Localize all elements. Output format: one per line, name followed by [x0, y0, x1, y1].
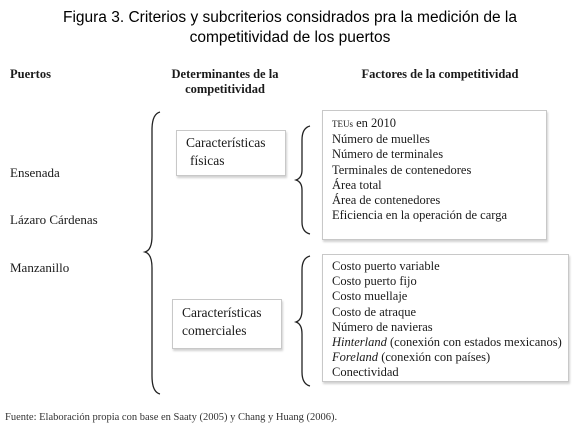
figure-title-line-1: Figura 3. Criterios y subcriterios considrados pra la medición de la	[62, 9, 517, 26]
factor-num-terminales: Número de terminales	[332, 147, 444, 162]
factor-area-total: Área total	[332, 177, 382, 192]
header-factors: Factores de la competitividad	[361, 67, 519, 81]
commercial-characteristics-line-2: comerciales	[182, 323, 247, 338]
factor-num-muelles: Número de muelles	[332, 132, 430, 147]
factor-area-contenedores: Área de contenedores	[332, 193, 441, 208]
factor-costo-atraque: Costo de atraque	[332, 304, 417, 319]
header-ports: Puertos	[10, 67, 51, 81]
header-determinants-line-1: Determinantes de la	[171, 67, 279, 81]
physical-factors-brace	[296, 126, 310, 234]
factor-conectividad: Conectividad	[332, 365, 399, 380]
factor-costo-fijo: Costo puerto fijo	[332, 274, 417, 289]
port-ensenada: Ensenada	[10, 165, 60, 180]
header-determinants-line-2: competitividad	[185, 82, 265, 96]
physical-factors-list	[332, 116, 507, 223]
figure-title-line-2: competitividad de los puertos	[189, 29, 391, 46]
physical-characteristics-line-1: Características	[186, 135, 266, 150]
factor-foreland-rest: (conexión con países)	[378, 350, 491, 365]
physical-characteristics-line-2: físicas	[190, 153, 225, 168]
port-manzanillo: Manzanillo	[10, 260, 70, 275]
factor-hinterland-term: Hinterland	[332, 335, 387, 350]
factor-teus	[332, 116, 507, 132]
commercial-characteristics-line-1: Características	[182, 305, 262, 320]
factor-foreland	[332, 350, 562, 365]
factor-num-navieras: Número de navieras	[332, 319, 433, 334]
physical-characteristics-label	[186, 134, 265, 170]
factor-foreland-term: Foreland	[332, 350, 379, 365]
port-lazaro-cardenas: Lázaro Cárdenas	[10, 212, 98, 227]
left-brace	[145, 112, 160, 394]
commercial-characteristics-label	[182, 304, 261, 340]
factor-eficiencia-carga: Eficiencia en la operación de carga	[332, 208, 508, 223]
factor-teus-abbrev: TEUs	[332, 119, 353, 129]
commercial-factors-list	[332, 259, 562, 381]
source-note: Fuente: Elaboración propia con base en Saaty (2005) y Chang y Huang (2006).	[5, 412, 338, 423]
commercial-factors-brace	[296, 256, 310, 386]
factor-hinterland	[332, 335, 562, 350]
factor-hinterland-rest: (conexión con estados mexicanos)	[386, 335, 562, 350]
factor-teus-rest: en 2010	[353, 116, 397, 130]
factor-costo-muellaje: Costo muellaje	[332, 289, 408, 304]
factor-terminales-contenedores: Terminales de contenedores	[332, 162, 472, 177]
factor-costo-variable: Costo puerto variable	[332, 259, 440, 273]
